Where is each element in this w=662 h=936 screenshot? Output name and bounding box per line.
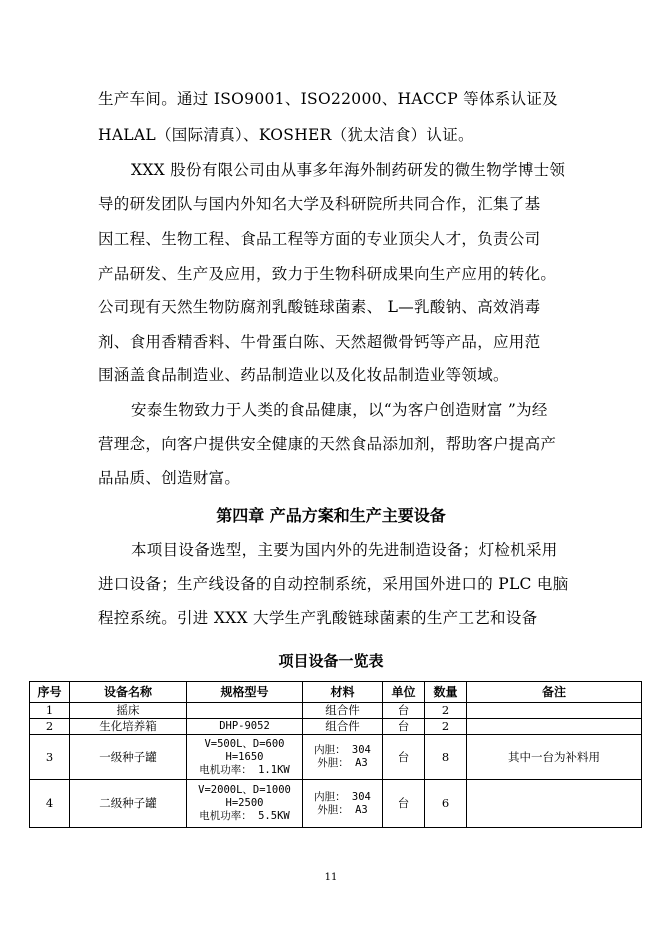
paragraph-3-line-2: 营理念，向客户提供安全健康的天然食品添加剂，帮助客户提高产 xyxy=(98,435,557,453)
cell-no: 2 xyxy=(30,719,70,735)
cell-spec xyxy=(187,735,303,780)
cell-unit: 台 xyxy=(383,780,425,828)
material-line: 内胆： 304 xyxy=(314,790,371,803)
page-number: 11 xyxy=(324,872,338,883)
paragraph-1-line-1: 生产车间。通过 ISO9001、ISO22000、HACCP 等体系认证及 xyxy=(98,90,558,108)
cell-name: 二级种子罐 xyxy=(70,780,187,828)
table-row xyxy=(30,719,642,735)
paragraph-3-line-3: 品品质、创造财富。 xyxy=(98,469,241,487)
header-cell-no: 序号 xyxy=(30,682,70,703)
paragraph-4-line-1: 本项目设备选型，主要为国内外的先进制造设备；灯检机采用 xyxy=(131,541,558,559)
paragraph-1-line-2: HALAL（国际清真）、KOSHER（犹太洁食）认证。 xyxy=(98,126,474,144)
paragraph-2-line-3: 因工程、生物工程、食品工程等方面的专业顶尖人才，负责公司 xyxy=(98,230,541,248)
paragraph-2-line-4: 产品研发、生产及应用，致力于生物科研成果向生产应用的转化。 xyxy=(98,265,557,283)
cell-note xyxy=(467,703,642,719)
paragraph-2-line-6: 剂、食用香精香料、牛骨蛋白陈、天然超微骨钙等产品，应用范 xyxy=(98,333,541,351)
paragraph-3-line-1: 安泰生物致力于人类的食品健康，以“为客户创造财富 ”为经 xyxy=(131,401,548,419)
spec-line: H=2500 xyxy=(225,797,264,809)
material-line: 外胆： A3 xyxy=(317,757,368,769)
chapter-heading: 第四章 产品方案和生产主要设备 xyxy=(216,506,446,525)
paragraph-2-line-7: 围涵盖食品制造业、药品制造业以及化妆品制造业等领域。 xyxy=(98,366,509,384)
cell-unit: 台 xyxy=(383,719,425,735)
table-title: 项目设备一览表 xyxy=(278,652,384,670)
cell-name: 一级种子罐 xyxy=(70,735,187,780)
material-line: 组合件 xyxy=(325,719,360,733)
paragraph-2-line-1: XXX 股份有限公司由从事多年海外制药研发的微生物学博士领 xyxy=(131,161,566,179)
spec-line: 电机功率： 5.5KW xyxy=(199,810,290,822)
header-cell-spec: 规格型号 xyxy=(187,682,303,703)
material-line: 组合件 xyxy=(325,703,360,717)
table-header-row xyxy=(30,682,642,703)
cell-qty: 6 xyxy=(425,780,467,828)
cell-qty: 8 xyxy=(425,735,467,780)
paragraph-2-line-2: 导的研发团队与国内外知名大学及科研院所共同合作，汇集了基 xyxy=(98,195,541,213)
cell-no: 1 xyxy=(30,703,70,719)
header-cell-qty: 数量 xyxy=(425,682,467,703)
cell-note xyxy=(467,780,642,828)
spec-line: 电机功率： 1.1KW xyxy=(199,763,290,776)
spec-line: H=1650 xyxy=(225,750,264,763)
cell-qty: 2 xyxy=(425,703,467,719)
cell-no: 4 xyxy=(30,780,70,828)
paragraph-4-line-2: 进口设备；生产线设备的自动控制系统，采用国外进口的 PLC 电脑 xyxy=(98,575,569,593)
paragraph-4-line-3: 程控系统。引进 XXX 大学生产乳酸链球菌素的生产工艺和设备 xyxy=(98,609,538,627)
material-line: 内胆： 304 xyxy=(314,744,371,756)
header-cell-name: 设备名称 xyxy=(70,682,187,703)
cell-spec xyxy=(187,703,303,719)
header-cell-material: 材料 xyxy=(303,682,383,703)
cell-name: 生化培养箱 xyxy=(70,719,187,735)
paragraph-2-line-5: 公司现有天然生物防腐剂乳酸链球菌素、 L—乳酸钠、高效消毒 xyxy=(98,298,541,316)
cell-material xyxy=(303,719,383,735)
material-line: 外胆： A3 xyxy=(317,803,368,816)
cell-material xyxy=(303,703,383,719)
table-row xyxy=(30,703,642,719)
cell-material xyxy=(303,780,383,828)
cell-qty: 2 xyxy=(425,719,467,735)
cell-note: 其中一台为补料用 xyxy=(467,735,642,780)
table-row xyxy=(30,780,642,828)
equipment-table xyxy=(29,681,642,828)
cell-spec xyxy=(187,719,303,735)
spec-line: V=500L、D=600 xyxy=(204,737,285,750)
cell-material xyxy=(303,735,383,780)
table-row xyxy=(30,735,642,780)
header-cell-unit: 单位 xyxy=(383,682,425,703)
header-cell-note: 备注 xyxy=(467,682,642,703)
spec-line: DHP-9052 xyxy=(219,720,270,732)
cell-no: 3 xyxy=(30,735,70,780)
cell-note xyxy=(467,719,642,735)
cell-unit: 台 xyxy=(383,735,425,780)
cell-name: 摇床 xyxy=(70,703,187,719)
spec-line: V=2000L、D=1000 xyxy=(198,784,291,796)
cell-unit: 台 xyxy=(383,703,425,719)
cell-spec xyxy=(187,780,303,828)
